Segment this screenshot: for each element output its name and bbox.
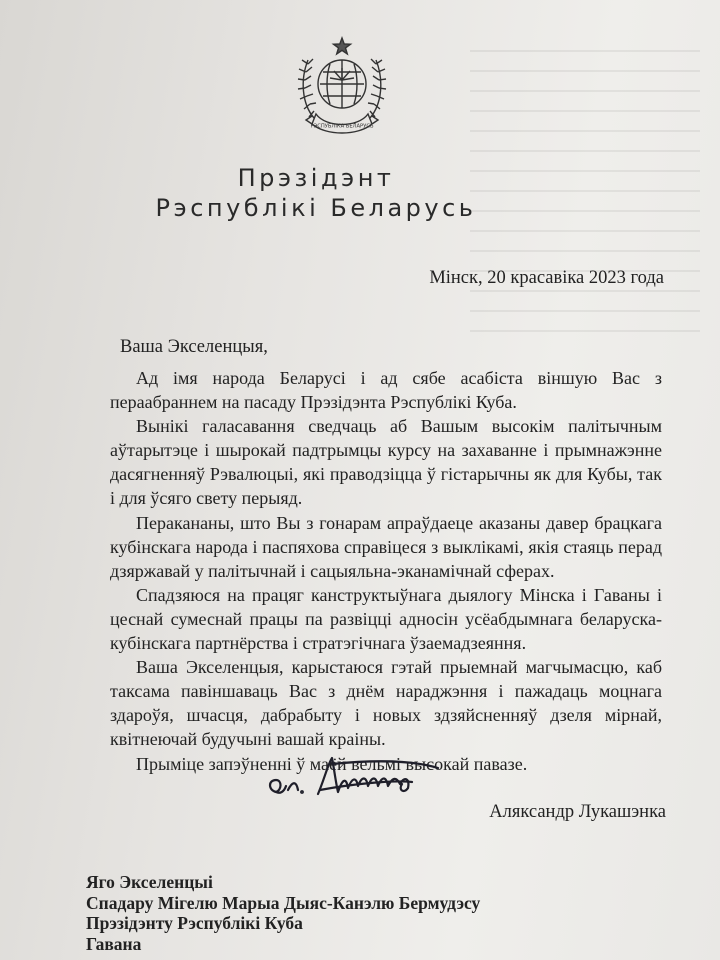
body-paragraph: Ваша Экселенцыя, карыстаюся гэтай прыемнай магчымасцю, каб таксама павіншаваць Вас з днём нараджэння і пажадаць моцнага здароўя, шчасця, дабрабыту і новых здзяйсненняў дзеля мірнай, квітнеючай будучыні вашай краіны. [110,657,662,750]
body-paragraph: Прыміце запэўненні ў маёй вельмі высокай павазе. [136,753,528,774]
body-paragraph: Спадзяюся на працяг канструктыўнага дыялогу Мінска і Гаваны і цеснай сумеснай працы па развіцці адносін усёабдымнага беларуска-кубінскага партнёрства і стратэгічнага ўзаемадзеяння. [110,584,662,654]
body-paragraph: Вынікі галасавання сведчаць аб Вашым высокім палітычным аўтарытэце і шырокай падтрымцы курсу на захаванне і прымнажэнне дасягненняў Рэвалюцыі, які праводзіцца ў гістарычны як для Кубы, так і для ўсяго свету перыяд. [110,416,662,509]
header-title-line2: Рэспублікі Беларусь [155,194,477,222]
header-title-line1: Прэзідэнт [237,164,395,192]
body-paragraph: Перакананы, што Вы з гонарам апраўдаеце аказаны давер брацкага кубінскага народа і паспяхова справіцеся з выклікамі, якія стаяць перад дзяржавай у палітычнай і сацыяльна-эканамічнай сферах. [110,512,662,581]
salutation: Ваша Экселенцыя, [120,337,268,357]
addressee-block [86,872,480,954]
letter-body [110,366,662,776]
addressee-line: Прэзідэнту Рэспублікі Куба [86,913,303,933]
state-emblem-icon [290,34,394,138]
addressee-line: Спадару Мігелю Марыа Дыяс-Канэлю Бермудэсу [86,892,481,913]
letter-date: Мінск, 20 красавіка 2023 года [429,268,664,288]
body-paragraph: Ад імя народа Беларусі і ад сябе асабіста віншую Вас з пераабраннем на пасаду Прэзідэнта Рэспублікі Куба. [110,368,662,413]
handwritten-signature-icon [262,750,452,810]
addressee-line: Яго Экселенцыі [86,872,213,892]
signer-name: Аляксандр Лукашэнка [489,802,666,822]
emblem-ribbon-text: РЭСПУБЛІКА БЕЛАРУСЬ [310,123,374,130]
addressee-line: Гавана [86,933,142,954]
